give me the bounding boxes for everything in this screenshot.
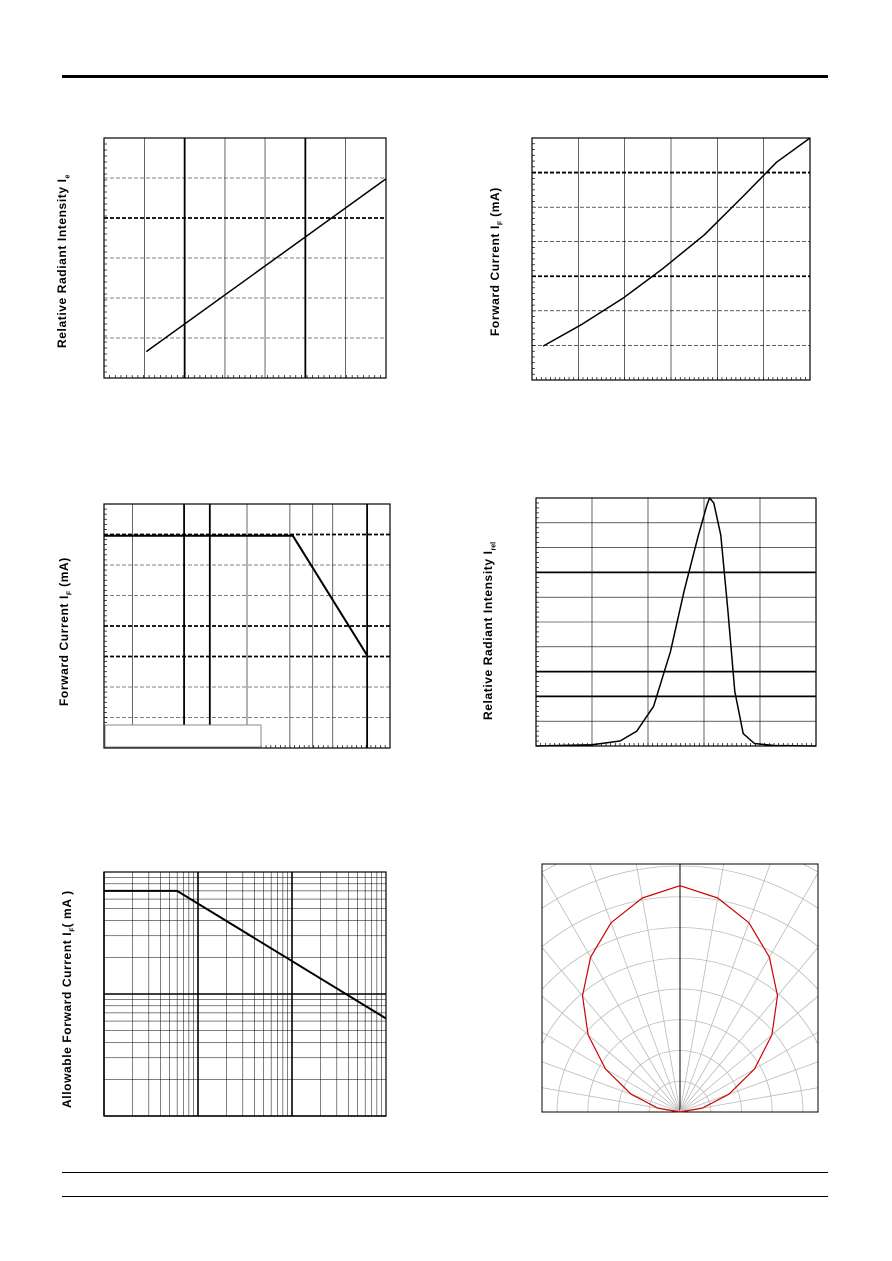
polar-spoke bbox=[680, 862, 820, 1112]
y-axis-label-c4: Relative Radiant Intensity $I_{rel}$ bbox=[481, 541, 498, 720]
y-axis-label-c5: Allowable Forward Current $I_F$( mA ) bbox=[60, 890, 77, 1108]
chart-relative-intensity bbox=[96, 130, 396, 390]
chart-spectral-distribution bbox=[528, 492, 824, 754]
series-line-0 bbox=[543, 138, 810, 346]
polar-spoke bbox=[680, 862, 820, 1112]
chart-forward-current-derating bbox=[96, 494, 396, 756]
polar-spoke bbox=[576, 862, 680, 1112]
polar-spoke bbox=[680, 862, 784, 1112]
polar-spoke bbox=[540, 1008, 680, 1112]
chart-forward-current-vs-voltage bbox=[522, 130, 822, 390]
polar-spoke bbox=[540, 862, 680, 1112]
chart-allowable-forward-current bbox=[96, 864, 396, 1126]
grid bbox=[104, 138, 386, 378]
chart-radiation-pattern bbox=[540, 862, 820, 1116]
polar-spoke bbox=[680, 862, 820, 1112]
grid bbox=[536, 498, 816, 746]
footer-rule-2 bbox=[62, 1196, 828, 1197]
polar-spoke bbox=[680, 1008, 820, 1112]
y-axis-label-c3: Forward Current $I_F$ (mA) bbox=[57, 557, 74, 706]
grid bbox=[104, 504, 390, 748]
y-axis-label-c1: Relative Radiant Intensity $I_e$ bbox=[55, 174, 72, 348]
footer-rule-1 bbox=[62, 1172, 828, 1173]
series-line-0 bbox=[146, 179, 386, 352]
header-rule bbox=[62, 75, 828, 78]
y-axis-label-c2: Forward Current $I_F$ (mA) bbox=[488, 187, 505, 336]
polar-spoke bbox=[540, 862, 680, 1112]
grid bbox=[532, 138, 810, 380]
polar-spoke bbox=[540, 862, 680, 1112]
polar-spoke bbox=[540, 862, 680, 1112]
polar-spoke bbox=[680, 862, 820, 1112]
grid bbox=[104, 872, 386, 1116]
polar-grid bbox=[540, 862, 820, 1116]
polar-spoke bbox=[680, 862, 820, 1112]
legend-box bbox=[105, 725, 261, 747]
polar-spoke bbox=[540, 862, 680, 1112]
